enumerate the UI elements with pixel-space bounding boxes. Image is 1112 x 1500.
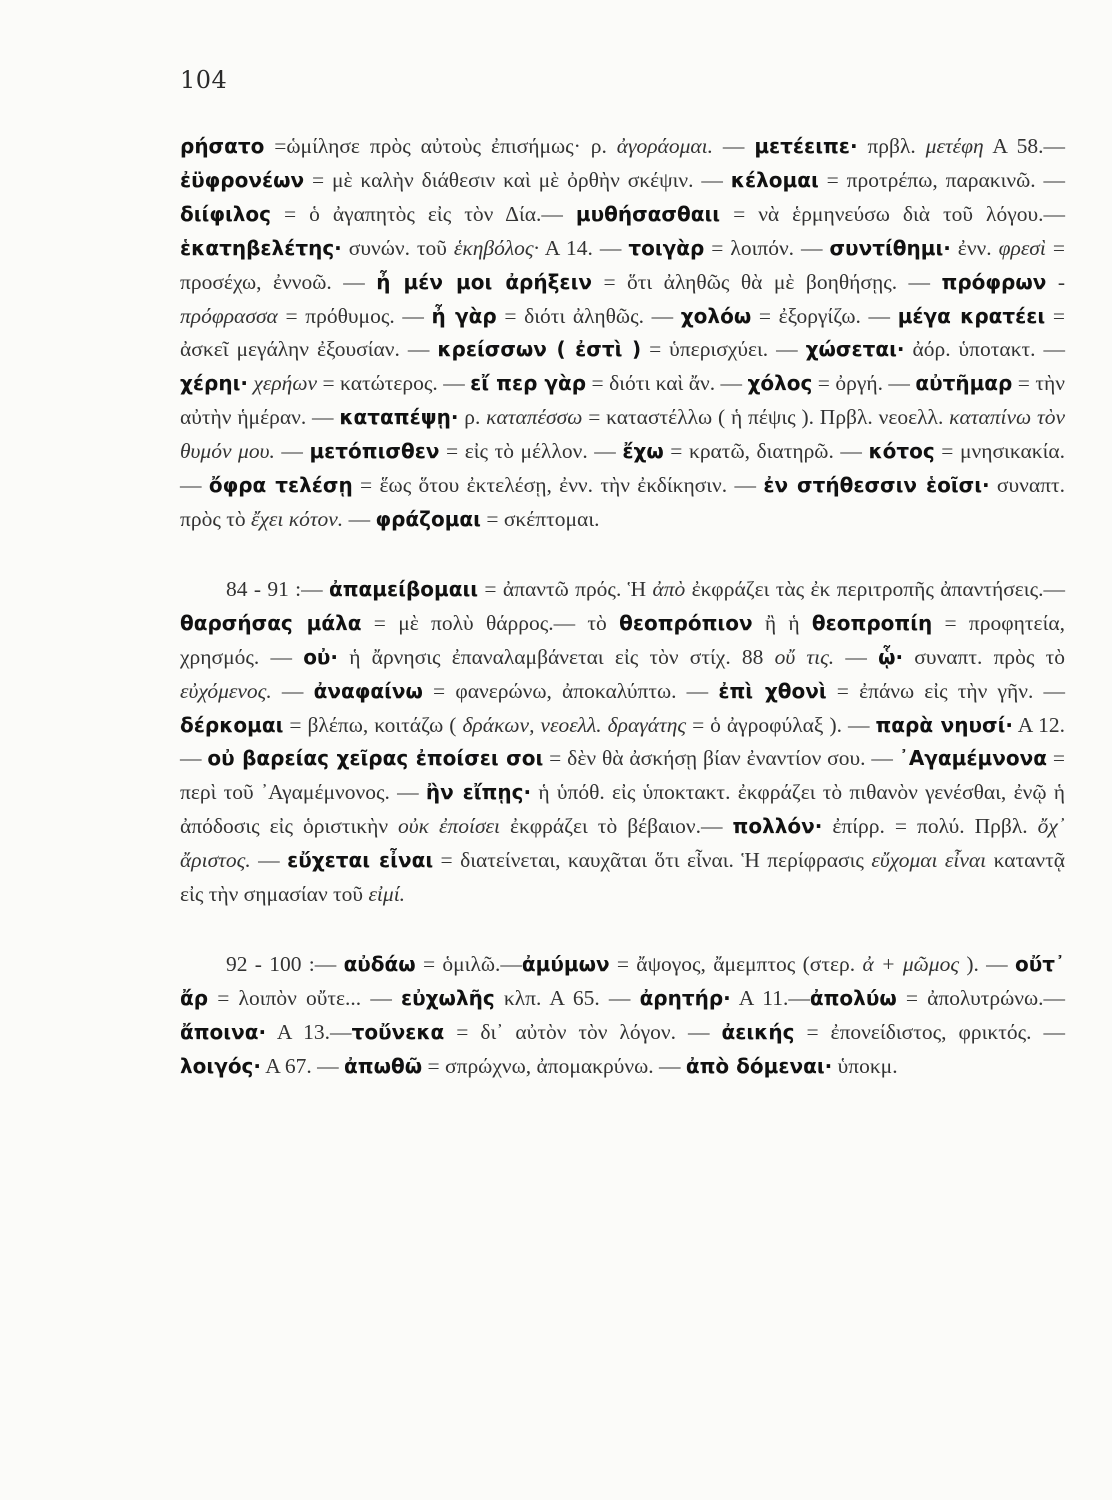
lemma: οὐ βαρείας χεῖρας ἐποίσει σοι bbox=[207, 746, 544, 771]
gloss-text: = διότι ἀληθῶς. — bbox=[496, 303, 681, 328]
gloss-text: = νὰ ἑρμηνεύσω διὰ τοῦ λόγου.— bbox=[720, 201, 1065, 226]
gloss-text: = λοιπόν. — bbox=[704, 235, 830, 260]
gloss-text: = βλέπω, κοιτάζω ( bbox=[283, 712, 463, 737]
gloss-text: = τὴν αὐτὴν ἡμέραν. — bbox=[180, 371, 1065, 430]
gloss-text: 84 - 91 :— bbox=[226, 576, 329, 601]
lemma: θαρσήσας μάλα bbox=[180, 610, 362, 635]
italic-text: οὐκ ἐποίσει bbox=[398, 814, 501, 839]
paragraph-3 bbox=[180, 948, 1065, 1084]
gloss-text: = ὀργή. — bbox=[812, 371, 916, 396]
gloss-text: = περὶ τοῦ ᾿Αγαμέμνονος. — bbox=[180, 746, 1065, 805]
lemma: αὐδάω bbox=[343, 951, 416, 976]
gloss-text: = ἀπαντῶ πρός. Ἡ bbox=[478, 576, 653, 601]
gloss-text: = ἕως ὅτου ἐκτελέσῃ, ἐνν. τὴν ἐκδίκησιν. — bbox=[352, 473, 764, 498]
lemma: λοιγός· bbox=[180, 1053, 262, 1078]
lemma: μέγα κρατέει bbox=[897, 303, 1046, 328]
gloss-text: Α 11.— bbox=[730, 985, 810, 1010]
gloss-text: = δι᾿ αὐτὸν τὸν λόγον. — bbox=[444, 1019, 722, 1044]
lemma: ἀπωθῶ bbox=[344, 1053, 423, 1078]
gloss-text: 92 - 100 :— bbox=[226, 951, 344, 976]
lemma: ἄποινα· bbox=[180, 1019, 267, 1044]
gloss-text: συναπτ. πρὸς τὸ bbox=[180, 473, 1066, 531]
gloss-text: =ὡμίλησε πρὸς αὐτοὺς ἐπισήμως· ρ. bbox=[264, 134, 617, 158]
italic-text: ἀπὸ bbox=[652, 576, 686, 601]
lemma: ἐν στήθεσσιν ἑοῖσι· bbox=[763, 473, 990, 498]
gloss-text: Α 12. — bbox=[180, 712, 1065, 771]
gloss-text: — bbox=[274, 439, 310, 464]
lemma: ἀεικής bbox=[721, 1019, 795, 1044]
lemma: φράζομαι bbox=[375, 506, 481, 531]
gloss-text: Α 13.— bbox=[266, 1019, 352, 1044]
gloss-text: ἐκφράζει τὸ βέβαιον.— bbox=[500, 814, 733, 839]
lemma: ἐπὶ χθονὶ bbox=[718, 678, 827, 703]
gloss-text: — bbox=[250, 848, 288, 873]
italic-text: ἀ + μῶμος bbox=[862, 951, 960, 976]
lemma: ἢν εἴπῃς· bbox=[425, 780, 532, 805]
lemma: αὐτῆμαρ bbox=[915, 371, 1013, 396]
lemma: κέλομαι bbox=[730, 167, 819, 192]
lemma: μετόπισθεν bbox=[309, 439, 440, 464]
lemma: ἦ γὰρ bbox=[431, 303, 497, 328]
gloss-text: = δὲν θὰ ἀσκήσῃ βίαν ἐναντίον σου. — bbox=[543, 746, 899, 771]
gloss-text: = ἐπάνω εἰς τὴν γῆν. — bbox=[826, 678, 1066, 703]
gloss-text: = κατώτερος. — bbox=[317, 371, 471, 396]
page-number: 104 bbox=[180, 66, 228, 94]
gloss-text: κλπ. Α 65. — bbox=[494, 985, 640, 1010]
italic-text: οὔ τις. bbox=[774, 644, 835, 669]
lemma: χολόω bbox=[680, 303, 752, 328]
gloss-text: πρβλ. bbox=[857, 134, 926, 158]
gloss-text: = προφητεία, χρησμός. — bbox=[180, 610, 1065, 669]
lemma: μετέειπε· bbox=[754, 134, 858, 158]
gloss-text: - bbox=[1046, 269, 1065, 294]
gloss-text: = ὅτι ἀληθῶς θὰ μὲ βοηθήσῃς. — bbox=[591, 269, 942, 294]
gloss-text: ἡ ἄρνησις ἐπαναλαμβάνεται εἰς τὸν στίχ. 88 bbox=[338, 644, 775, 669]
italic-text: καταπέσσω bbox=[486, 405, 583, 430]
lemma: ἀπαμείβομαιι bbox=[329, 576, 479, 601]
lemma: καταπέψῃ· bbox=[339, 405, 459, 430]
gloss-text: = καταστέλλω ( ἡ πέψις ). Πρβλ. νεοελλ. bbox=[582, 405, 950, 430]
lemma: ἀπολύω bbox=[809, 985, 897, 1010]
gloss-text: — bbox=[271, 678, 314, 703]
gloss-text: ). — bbox=[959, 951, 1015, 976]
gloss-text: = ὁ ἀγαπητὸς εἰς τὸν Δία.— bbox=[271, 201, 576, 226]
lemma: οὐ· bbox=[303, 644, 339, 669]
lemma: εὐχωλῆς bbox=[401, 985, 495, 1010]
lemma: ἐϋφρονέων bbox=[180, 167, 305, 192]
gloss-text: ἐνν. bbox=[950, 235, 999, 260]
gloss-text: = εἰς τὸ μέλλον. — bbox=[439, 439, 623, 464]
gloss-text: = ἀσκεῖ μεγάλην ἐξουσίαν. — bbox=[180, 303, 1066, 362]
lemma: χόλος bbox=[747, 371, 813, 396]
lemma: δέρκομαι bbox=[180, 712, 284, 737]
lemma: ὄφρα τελέσῃ bbox=[208, 473, 353, 498]
gloss-text: = ὁ ἀγροφύλαξ ). — bbox=[686, 712, 876, 737]
gloss-text: = προσέχω, ἐννοῶ. — bbox=[180, 235, 1065, 294]
gloss-text: καταντᾷ εἰς τὴν σημασίαν τοῦ bbox=[180, 848, 1066, 907]
italic-text: χερήων bbox=[253, 371, 318, 396]
gloss-text: = λοιπὸν οὔτε... — bbox=[208, 985, 402, 1010]
gloss-text: = μὲ καλὴν διάθεσιν καὶ μὲ ὀρθὴν σκέψιν. — bbox=[304, 167, 731, 192]
commentary-text bbox=[180, 130, 1065, 1120]
gloss-text: = ἄψογος, ἄμεμπτος (στερ. bbox=[609, 951, 863, 976]
lemma: ἦ μέν μοι ἀρήξειν bbox=[376, 269, 592, 294]
lemma: εὔχεται εἶναι bbox=[287, 848, 434, 873]
gloss-text: = σκέπτομαι. bbox=[480, 506, 600, 531]
paragraph-1 bbox=[180, 130, 1065, 537]
lemma: ᾧ· bbox=[878, 644, 904, 669]
italic-text: πρόφρασσα bbox=[180, 303, 278, 328]
gloss-text: = σπρώχνω, ἀπομακρύνω. — bbox=[422, 1053, 686, 1078]
italic-text: δράκων, νεοελλ. δραγάτης bbox=[462, 712, 687, 737]
italic-text: μετέφη bbox=[925, 134, 984, 158]
gloss-text: = διατείνεται, καυχᾶται ὅτι εἶναι. Ἡ περίφρασις bbox=[433, 848, 872, 873]
gloss-text: = προτρέπω, παρακινῶ. — bbox=[818, 167, 1065, 192]
lemma: ἀναφαίνω bbox=[313, 678, 423, 703]
gloss-text: ρ. bbox=[458, 405, 487, 430]
gloss-text: ἢ ἡ bbox=[752, 610, 812, 635]
lemma: θεοπροπίη bbox=[811, 610, 933, 635]
lemma: μυθήσασθαιι bbox=[575, 201, 721, 226]
lemma: ἀμύμων bbox=[521, 951, 610, 976]
gloss-text: = ἐξοργίζω. — bbox=[751, 303, 898, 328]
gloss-text: = διότι καὶ ἄν. — bbox=[586, 371, 748, 396]
lemma: τοὔνεκα bbox=[351, 1019, 445, 1044]
gloss-text: — bbox=[713, 134, 755, 158]
italic-text: καταπίνω τὸν θυμόν μου. bbox=[180, 405, 1066, 464]
gloss-text: = μὲ πολὺ θάρρος.— τὸ bbox=[361, 610, 620, 635]
gloss-text: ὑποκμ. bbox=[832, 1053, 898, 1078]
italic-text: εὔχομαι εἶναι bbox=[871, 848, 987, 873]
lemma: ἑκατηβελέτης· bbox=[180, 235, 342, 260]
lemma: συντίθημι· bbox=[829, 235, 951, 260]
gloss-text: = ὁμιλῶ.— bbox=[415, 951, 522, 976]
gloss-text: = ὑπερισχύει. — bbox=[641, 337, 806, 362]
gloss-text: ἡ ὑπόθ. εἰς ὑποκτακτ. ἐκφράζει τὸ πιθανὸν γενέσθαι, ἐνῷ ἡ ἀπόδοσις εἰς ὁριστικὴν bbox=[180, 780, 1065, 839]
italic-text: ὄχ᾿ ἄριστος. bbox=[180, 814, 1066, 873]
gloss-text: ἀόρ. ὑποτακτ. — bbox=[904, 337, 1066, 362]
lemma: διίφιλος bbox=[180, 201, 272, 226]
gloss-text: — bbox=[343, 506, 376, 531]
gloss-text: ἐπίρρ. = πολύ. Πρβλ. bbox=[822, 814, 1038, 839]
gloss-text: = ἀπολυτρώνω.— bbox=[896, 985, 1065, 1010]
lemma: κότος bbox=[868, 439, 935, 464]
italic-text: εὐχόμενος. bbox=[180, 678, 272, 703]
lemma: ᾿Αγαμέμνονα bbox=[898, 746, 1047, 771]
lemma: χώσεται· bbox=[805, 337, 905, 362]
gloss-text: ἐκφράζει τὰς ἐκ περιτροπῆς ἀπαντήσεις.— bbox=[685, 576, 1065, 601]
gloss-text: = ἐπονείδιστος, φρικτός. — bbox=[794, 1019, 1065, 1044]
lemma: εἴ περ γὰρ bbox=[470, 371, 587, 396]
lemma: ἔχω bbox=[622, 439, 664, 464]
lemma: χέρηι· bbox=[180, 371, 248, 396]
italic-text: φρεσὶ bbox=[998, 235, 1046, 260]
gloss-text: Α 14. — bbox=[538, 235, 629, 260]
lemma: οὔτ᾿ ἄρ bbox=[180, 951, 1065, 1010]
gloss-text: συνών. τοῦ bbox=[341, 235, 454, 260]
gloss-text: Α 58.— bbox=[983, 134, 1065, 158]
gloss-text: = πρόθυμος. — bbox=[277, 303, 432, 328]
italic-text: ἔχει κότον. bbox=[251, 506, 344, 531]
lemma: πολλόν· bbox=[732, 814, 823, 839]
lemma: ρήσατο bbox=[180, 134, 265, 158]
lemma: ἀπὸ δόμεναι· bbox=[685, 1053, 833, 1078]
italic-text: ἀγοράομαι. bbox=[616, 134, 714, 158]
gloss-text: Α 67. — bbox=[261, 1053, 345, 1078]
lemma: τοιγὰρ bbox=[628, 235, 705, 260]
lemma: ἀρητήρ· bbox=[639, 985, 731, 1010]
italic-text: ἑκηβόλος· bbox=[453, 235, 539, 260]
lemma: πρόφρων bbox=[941, 269, 1047, 294]
gloss-text: συναπτ. πρὸς τὸ bbox=[903, 644, 1066, 669]
paragraph-2 bbox=[180, 573, 1065, 912]
gloss-text: = μνησικακία. — bbox=[180, 439, 1065, 498]
gloss-text: = φανερώνω, ἀποκαλύπτω. — bbox=[422, 678, 719, 703]
italic-text: εἰμί. bbox=[368, 882, 406, 907]
gloss-text: = κρατῶ, διατηρῶ. — bbox=[663, 439, 869, 464]
gloss-text: — bbox=[834, 644, 879, 669]
lemma: κρείσσων ( ἐστὶ ) bbox=[437, 337, 642, 362]
lemma: παρὰ νηυσί· bbox=[875, 712, 1013, 737]
lemma: θεοπρόπιον bbox=[619, 610, 753, 635]
